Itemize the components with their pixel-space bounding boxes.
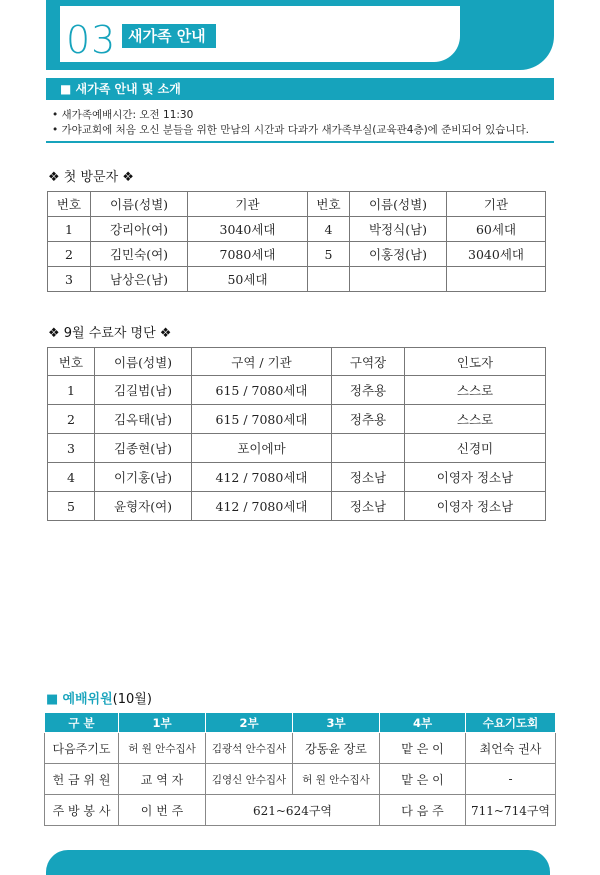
table-cell: 7080세대 — [188, 242, 308, 267]
column-header: 구역장 — [332, 348, 405, 376]
section-number: 03 — [66, 18, 117, 62]
table-row — [48, 376, 546, 405]
table-row — [48, 217, 546, 242]
table-cell: 허 원 안수집사 — [119, 733, 206, 764]
table-cell: 신경미 — [405, 434, 546, 463]
column-header: 기관 — [447, 192, 546, 217]
column-header: 기관 — [188, 192, 308, 217]
table-cell: 김종현(남) — [95, 434, 192, 463]
table-cell: 412 / 7080세대 — [192, 492, 332, 521]
column-header: 구역 / 기관 — [192, 348, 332, 376]
table-cell: 다 음 주 — [380, 795, 466, 826]
committee-square-icon: ■ — [46, 692, 59, 707]
graduates-heading: ❖ 9월 수료자 명단 ❖ — [48, 326, 172, 341]
table-header-row — [48, 192, 546, 217]
table-cell: 이영자 정소남 — [405, 492, 546, 521]
table-cell: 2 — [48, 242, 91, 267]
committee-heading — [46, 688, 152, 707]
table-cell: 스스로 — [405, 405, 546, 434]
committee-title: 예배위원 — [62, 692, 113, 707]
table-cell: 1 — [48, 376, 95, 405]
table-row — [48, 492, 546, 521]
table-cell: 3040세대 — [188, 217, 308, 242]
table-cell: 1 — [48, 217, 91, 242]
table-cell: 2 — [48, 405, 95, 434]
column-header: 번호 — [48, 192, 91, 217]
table-cell: 박정식(남) — [350, 217, 447, 242]
table-cell: 412 / 7080세대 — [192, 463, 332, 492]
column-header: 4부 — [380, 713, 466, 733]
graduates-table — [47, 347, 546, 521]
column-header: 번호 — [48, 348, 95, 376]
table-cell: 김민숙(여) — [91, 242, 188, 267]
table-cell — [308, 267, 350, 292]
table-cell: - — [466, 764, 556, 795]
section-title: 새가족 안내 — [122, 24, 216, 48]
info-bar-title: ■ 새가족 안내 및 소개 — [46, 78, 554, 100]
header-band-inner — [60, 6, 460, 62]
table-row — [48, 434, 546, 463]
table-row — [48, 242, 546, 267]
table-cell: 교 역 자 — [119, 764, 206, 795]
column-header: 구 분 — [45, 713, 119, 733]
table-cell: 남상은(남) — [91, 267, 188, 292]
table-cell: 3 — [48, 267, 91, 292]
table-cell: 정소남 — [332, 463, 405, 492]
table-row — [48, 463, 546, 492]
table-cell: 맡 은 이 — [380, 764, 466, 795]
table-header-row — [45, 713, 556, 733]
table-cell: 정소남 — [332, 492, 405, 521]
table-cell: 이홍정(남) — [350, 242, 447, 267]
table-cell: 김옥태(남) — [95, 405, 192, 434]
column-header: 이름(성별) — [95, 348, 192, 376]
column-header: 이름(성별) — [91, 192, 188, 217]
info-line-welcome: • 가야교회에 처음 오신 분들을 위한 만남의 시간과 다과가 새가족부실(교육관4층)에 준비되어 있습니다. — [52, 124, 529, 136]
info-line-worship-time: • 새가족예배시간: 오전 11:30 — [52, 109, 194, 121]
row-label: 주 방 봉 사 — [45, 795, 119, 826]
committee-table — [44, 712, 556, 826]
table-cell: 스스로 — [405, 376, 546, 405]
column-header: 3부 — [293, 713, 380, 733]
info-divider — [46, 141, 554, 143]
column-header: 번호 — [308, 192, 350, 217]
table-cell — [350, 267, 447, 292]
table-cell: 윤형자(여) — [95, 492, 192, 521]
visitors-table — [47, 191, 546, 292]
table-cell: 정추용 — [332, 376, 405, 405]
table-cell: 김광석 안수집사 — [206, 733, 293, 764]
table-cell: 정추용 — [332, 405, 405, 434]
table-row — [45, 764, 556, 795]
table-cell — [447, 267, 546, 292]
column-header: 인도자 — [405, 348, 546, 376]
table-cell: 이영자 정소남 — [405, 463, 546, 492]
table-cell: 강동윤 장로 — [293, 733, 380, 764]
info-lines — [52, 108, 552, 138]
table-cell: 맡 은 이 — [380, 733, 466, 764]
table-cell: 강리아(여) — [91, 217, 188, 242]
table-cell: 4 — [48, 463, 95, 492]
column-header: 1부 — [119, 713, 206, 733]
table-cell: 3 — [48, 434, 95, 463]
table-cell: 3040세대 — [447, 242, 546, 267]
committee-month: (10월) — [112, 692, 152, 707]
row-label: 다음주기도 — [45, 733, 119, 764]
table-row — [45, 795, 556, 826]
table-cell: 이기홍(남) — [95, 463, 192, 492]
table-row — [45, 733, 556, 764]
column-header: 수요기도회 — [466, 713, 556, 733]
table-cell: 615 / 7080세대 — [192, 405, 332, 434]
table-header-row — [48, 348, 546, 376]
table-cell — [332, 434, 405, 463]
table-row — [48, 267, 546, 292]
footer-band — [46, 850, 550, 875]
row-label: 헌 금 위 원 — [45, 764, 119, 795]
visitors-heading: ❖ 첫 방문자 ❖ — [48, 170, 134, 185]
table-cell: 포이에마 — [192, 434, 332, 463]
table-row — [48, 405, 546, 434]
table-cell: 4 — [308, 217, 350, 242]
table-cell: 5 — [308, 242, 350, 267]
table-cell: 60세대 — [447, 217, 546, 242]
table-cell: 이 번 주 — [119, 795, 206, 826]
table-cell: 허 원 안수집사 — [293, 764, 380, 795]
column-header: 2부 — [206, 713, 293, 733]
table-cell: 711~714구역 — [466, 795, 556, 826]
table-cell: 621~624구역 — [206, 795, 380, 826]
table-cell: 김영신 안수집사 — [206, 764, 293, 795]
table-cell: 5 — [48, 492, 95, 521]
table-cell: 615 / 7080세대 — [192, 376, 332, 405]
column-header: 이름(성별) — [350, 192, 447, 217]
table-cell: 김길범(남) — [95, 376, 192, 405]
table-cell: 50세대 — [188, 267, 308, 292]
table-cell: 최언숙 권사 — [466, 733, 556, 764]
